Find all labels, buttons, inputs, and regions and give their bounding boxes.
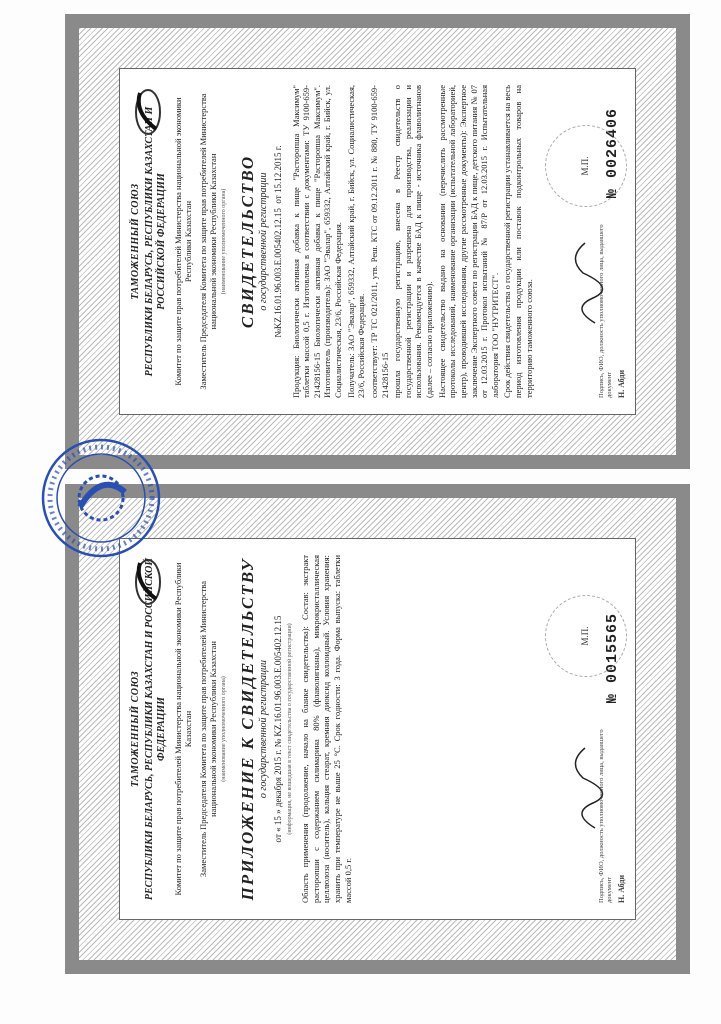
customs-union-logo-icon [130, 557, 166, 607]
seal-placeholder: М.П. [545, 595, 627, 677]
conformity-paragraph: соответствует: ТР ТС 021/2011, утв. Реш. КТС от 09.12.2011 г. № 880, ТУ 9100-659-21428156-15 [368, 85, 390, 398]
authority-caption: (наименование уполномоченного органа) [221, 676, 227, 782]
certificate-body [291, 85, 535, 398]
union-title: ТАМОЖЕННЫЙ СОЮЗ [130, 183, 141, 300]
certificate-bottom-footer [557, 555, 627, 903]
deputy-chairman: Заместитель Председателя Комитета по защите прав потребителей Министерства национальной экономики Республики Казахстан [197, 580, 219, 878]
signer-name: Н. Абди [617, 369, 626, 398]
signature-block [598, 723, 627, 903]
document-title: СВИДЕТЕЛЬСТВО [237, 154, 257, 329]
basis-paragraph: Настоящее свидетельство выдано на основании (перечислить рассмотренные протоколы исследований, наименование организации (испытательной лабораторией, центр), проводившей исследования, другие рассмотренные документы): Экспертное заключение Экспертного совета по регистрации БАД к пище, детского питания № 07 от 12.03.2015 г. Протокол испытаний № 87/Р от 12.03.2015 г. Испытательная лаборатория ТОО "НУТРИТЕСТ". [436, 85, 500, 398]
authority-caption: (наименование уполномоченного органа) [221, 188, 227, 295]
product-paragraph: Продукция: Биологически активная добавка к пище "Расторопша Максимум" таблетки массой 0,5 г. Изготовлена в соответствии с документами: ТУ 9100-659-21428156-15 Биологически активная добавка к пище "Расторопша Максимум". Изготовитель (производитель): ЗАО "Эвалар", 659332, Алтайский край, г. Бийск, ул. Социалистическая, 23/6, Российская Федерация. [290, 85, 343, 398]
certificate-top [65, 14, 690, 469]
registration-number: №KZ.16.01.96.003.Е.005402.12.15 [273, 208, 284, 338]
signature-caption: Подпись, ФИО, должность уполномоченного лица, выдавшего документ [597, 224, 613, 398]
certificate-top-holder [65, 14, 690, 469]
usage-paragraph: прошла государственную регистрацию, внесена в Реестр свидетельств о государственной регистрации и разрешена для производства, реализации и использования. Рекомендуется в качестве БАД к пище - источника флаволигнанов (далее – согласно приложению). [392, 85, 434, 398]
signer-name: Н. Абди [617, 874, 626, 903]
registration-date: от 15.12.2015 г. [273, 145, 284, 204]
blank-serial-number: № 0015565 [604, 612, 622, 703]
registration-line [273, 85, 284, 398]
validity-paragraph: Срок действия свидетельства о государственной регистрации устанавливается на весь период изготовления продукции или поставок подконтрольных товаров на территорию таможенного союза. [502, 85, 534, 398]
scope-paragraph: Область применения (продолжение, начало на бланке свидетельства): Состав: экстракт расторопши с содержанием силимарина 80% (флаволигнаны), микрокристаллическая целлюлоза (носитель), кальция стеарат, кремния диоксид коллоидный. Условия хранения: хранить при температуре не выше 25 °С. Срок годности: 3 года. Форма выпуска: таблетки массой 0,5 г. [300, 555, 353, 903]
appendix-body [300, 555, 353, 903]
deputy-chairman: Заместитель Председателя Комитета по защите прав потребителей Министерства национальной экономики Республики Казахстан [197, 93, 219, 390]
document-subtitle: о государственной регистрации [257, 659, 269, 799]
certificate-top-footer [557, 85, 627, 398]
signature-block [598, 218, 627, 398]
union-title: ТАМОЖЕННЫЙ СОЮЗ [130, 670, 141, 788]
blue-round-stamp-icon [40, 437, 162, 559]
issuing-authority: Комитет по защите прав потребителей Министерства национальной экономики Республики Казахстан [172, 562, 194, 896]
recipient-paragraph: Получатель: ЗАО "Эвалар", 659332, Алтайский край, г. Бийск, ул. Социалистическая, 23/6, Российская Федерация. [345, 85, 367, 398]
certificate-top-content [119, 68, 636, 415]
signature-caption: Подпись, ФИО, должность уполномоченного лица, выдавшего документ [597, 729, 613, 903]
issuing-authority: Комитет по защите прав потребителей Министерства национальной экономики Республики Казахстан [172, 97, 194, 386]
blank-serial-number: № 0026406 [604, 107, 622, 198]
union-members: РЕСПУБЛИКИ БЕЛАРУСЬ, РЕСПУБЛИКИ КАЗАХСТАН И РОССИЙСКОЙ ФЕДЕРАЦИИ [143, 557, 167, 901]
customs-union-logo-icon [130, 87, 166, 137]
registration-caption: (информация, не вошедшая в текст свидетельства о государственной регистрации) [286, 623, 293, 835]
document-subtitle: о государственной регистрации [257, 172, 269, 311]
certificate-bottom-content [119, 538, 636, 920]
document-title: ПРИЛОЖЕНИЕ К СВИДЕТЕЛЬСТВУ [237, 557, 257, 901]
union-members: РЕСПУБЛИКИ БЕЛАРУСЬ, РЕСПУБЛИКИ КАЗАХСТАН И РОССИЙСКОЙ ФЕДЕРАЦИИ [143, 106, 167, 377]
seal-placeholder: М.П. [545, 125, 627, 207]
registration-line: от « 15 » декабря 2015 г. № KZ.16.01.96.003.Е.005402.12.15 [273, 615, 284, 843]
